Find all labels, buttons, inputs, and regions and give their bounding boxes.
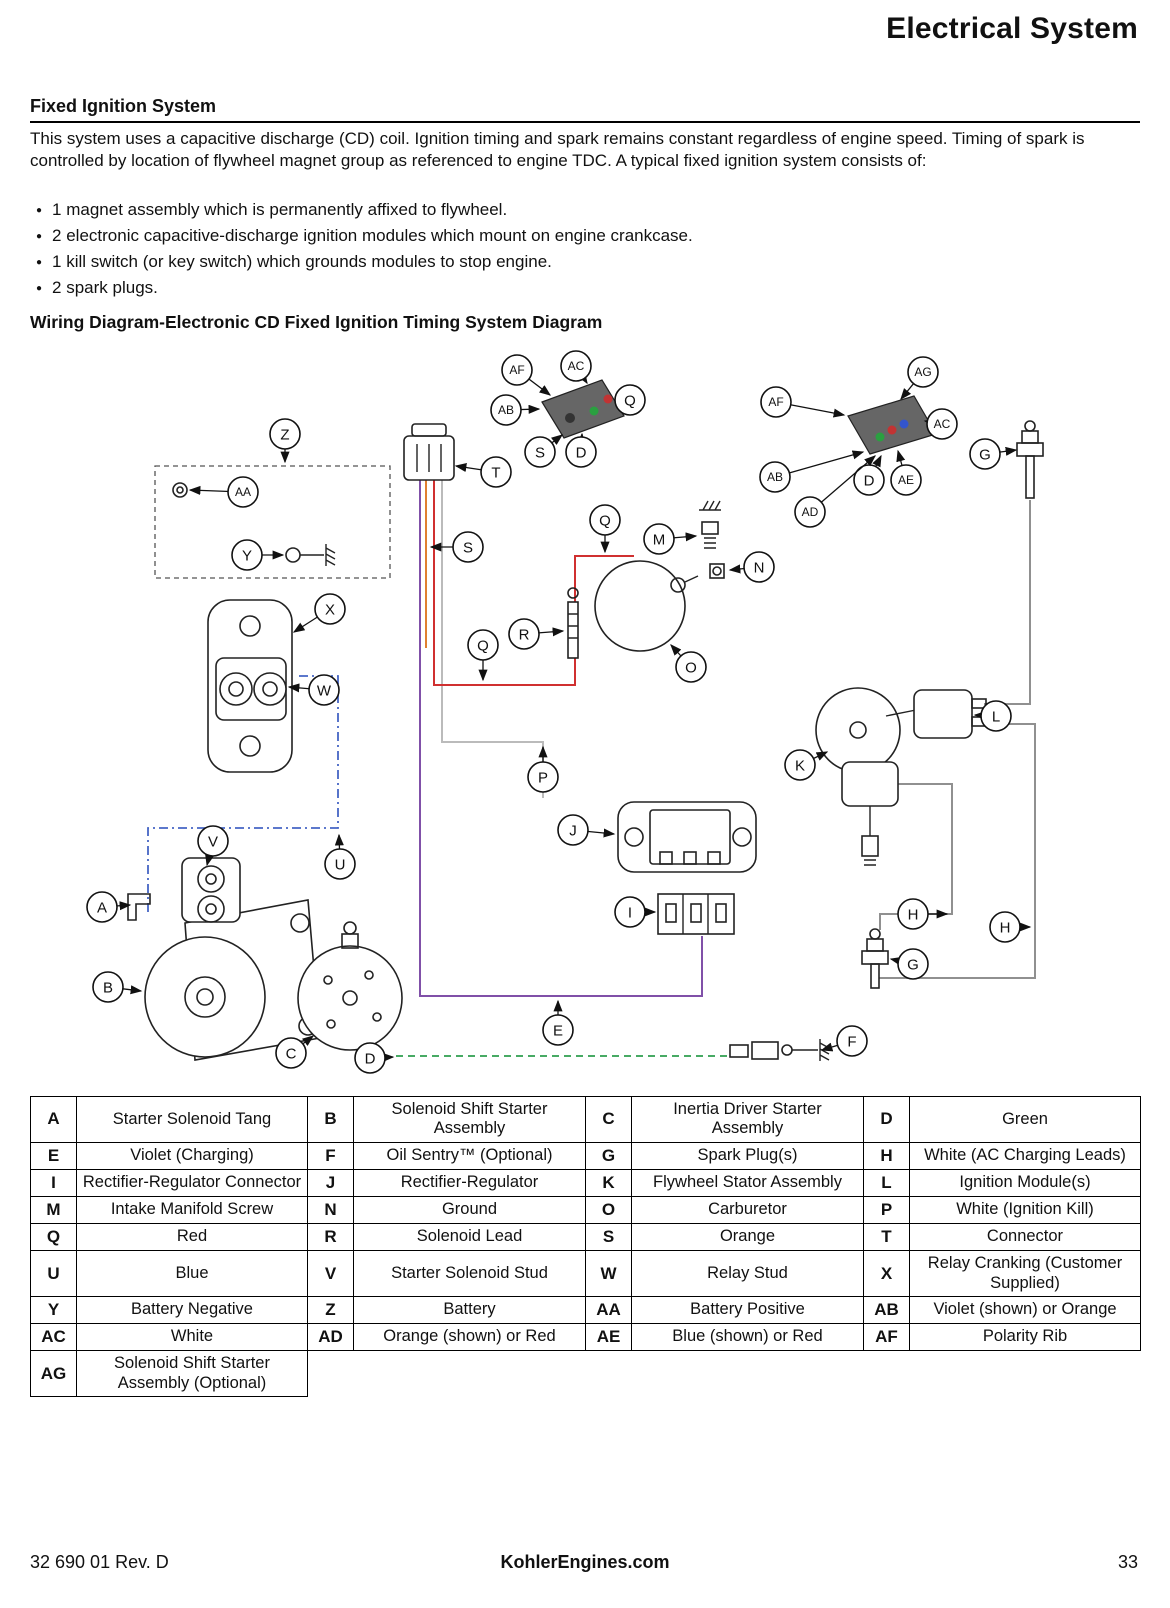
svg-text:AF: AF [509, 363, 525, 378]
legend-value: White (AC Charging Leads) [910, 1142, 1141, 1169]
legend-value: Solenoid Lead [354, 1224, 586, 1251]
legend-key: T [864, 1224, 910, 1251]
flywheel-stator [816, 688, 986, 865]
legend-key: AD [308, 1324, 354, 1351]
callout-R [509, 619, 563, 649]
callout-AF [502, 355, 550, 395]
svg-text:T: T [491, 464, 501, 482]
svg-text:Q: Q [599, 512, 611, 530]
legend-key: AB [864, 1297, 910, 1324]
callout-J [558, 815, 614, 845]
legend-row [31, 1351, 1141, 1397]
legend-row [31, 1197, 1141, 1224]
callout-D [566, 434, 596, 467]
svg-text:H: H [999, 919, 1011, 937]
legend-value: Relay Stud [632, 1251, 864, 1297]
legend-key: J [308, 1169, 354, 1196]
callout-T [456, 457, 511, 487]
svg-text:L: L [991, 708, 1001, 726]
callout-AB [491, 395, 539, 425]
bullet-text: 2 spark plugs. [52, 278, 158, 297]
legend-value: Green [910, 1097, 1141, 1143]
legend-key: I [31, 1169, 77, 1196]
svg-text:Y: Y [241, 547, 253, 565]
legend-value: White [77, 1324, 308, 1351]
legend-value: Orange (shown) or Red [354, 1324, 586, 1351]
legend-value: Oil Sentry™ (Optional) [354, 1142, 586, 1169]
legend-value: Flywheel Stator Assembly [632, 1169, 864, 1196]
callout-Z [270, 419, 300, 462]
bullet-icon: ● [36, 257, 43, 268]
bullet-item [30, 224, 1140, 250]
callout-AF [761, 387, 844, 417]
legend-value: Ground [354, 1197, 586, 1224]
legend-key: M [31, 1197, 77, 1224]
svg-text:D: D [863, 472, 875, 490]
svg-text:AB: AB [497, 403, 515, 418]
legend-key: Q [31, 1224, 77, 1251]
callout-Q [468, 630, 498, 680]
svg-text:X: X [324, 601, 336, 619]
page-title: Electrical System [886, 12, 1138, 45]
callout-G [970, 439, 1016, 469]
callout-U [325, 835, 355, 879]
svg-text:B: B [102, 979, 114, 997]
callout-Q [590, 505, 620, 552]
rectifier-regulator [618, 802, 756, 872]
bullet-icon: ● [36, 205, 43, 216]
legend-key: AG [31, 1351, 77, 1397]
legend-empty [308, 1351, 1141, 1397]
legend-key: A [31, 1097, 77, 1143]
legend-value: Carburetor [632, 1197, 864, 1224]
legend-row [31, 1224, 1141, 1251]
svg-text:AG: AG [914, 365, 932, 380]
legend-key: AC [31, 1324, 77, 1351]
legend-key: R [308, 1224, 354, 1251]
callout-Y [232, 540, 283, 570]
svg-text:G: G [907, 956, 919, 974]
legend-value: Battery [354, 1297, 586, 1324]
footer-website: KohlerEngines.com [500, 1552, 670, 1572]
svg-text:D: D [575, 444, 587, 462]
battery-box [155, 466, 390, 578]
callout-N [730, 552, 774, 582]
intro-paragraph: This system uses a capacitive discharge (CD) coil. Ignition timing and spark remains constant regardless of engine speed. Timing of spark is controlled by location of flywheel magnet group as referenced to engine TDC. A typical fixed ignition system consists of: [30, 129, 1085, 170]
svg-text:S: S [534, 444, 546, 462]
legend-key: G [586, 1142, 632, 1169]
footer-revision: 32 690 01 Rev. D [30, 1552, 169, 1572]
callout-F [822, 1026, 867, 1056]
inertia-drive [298, 922, 402, 1050]
legend-key: L [864, 1169, 910, 1196]
ignition-module-left [542, 380, 624, 438]
legend-row [31, 1251, 1141, 1297]
legend-key: E [31, 1142, 77, 1169]
legend-value: Blue (shown) or Red [632, 1324, 864, 1351]
legend-value: Orange [632, 1224, 864, 1251]
legend-value: Rectifier-Regulator Connector [77, 1169, 308, 1196]
legend-value: Red [77, 1224, 308, 1251]
legend-key: O [586, 1197, 632, 1224]
legend-row [31, 1169, 1141, 1196]
svg-text:D: D [364, 1050, 376, 1068]
bullet-text: 1 magnet assembly which is permanently affixed to flywheel. [52, 200, 508, 219]
wiring-diagram-svg [30, 338, 1140, 1094]
svg-text:AC: AC [567, 359, 585, 374]
callout-S [525, 435, 562, 467]
callout-H [898, 899, 947, 929]
svg-text:M: M [652, 531, 666, 549]
bullet-item [30, 250, 1140, 276]
legend-value: Starter Solenoid Tang [77, 1097, 308, 1143]
legend-key: P [864, 1197, 910, 1224]
ac-lead-1 [984, 500, 1030, 704]
svg-text:O: O [685, 659, 697, 677]
svg-text:E: E [552, 1022, 564, 1040]
legend-value: Rectifier-Regulator [354, 1169, 586, 1196]
legend-key: S [586, 1224, 632, 1251]
svg-text:G: G [979, 446, 991, 464]
starter-assembly [128, 858, 320, 1063]
legend-key: H [864, 1142, 910, 1169]
legend-table [30, 1096, 1141, 1397]
legend-value: Relay Cranking (Customer Supplied) [910, 1251, 1141, 1297]
legend-value: Inertia Driver Starter Assembly [632, 1097, 864, 1143]
legend-key: Y [31, 1297, 77, 1324]
callout-O [671, 645, 706, 682]
callout-I [615, 897, 655, 927]
legend-key: X [864, 1251, 910, 1297]
svg-text:N: N [753, 559, 765, 577]
legend-row [31, 1097, 1141, 1143]
svg-text:Z: Z [280, 426, 290, 444]
legend-key: Z [308, 1297, 354, 1324]
svg-text:C: C [285, 1045, 297, 1063]
legend-value: Blue [77, 1251, 308, 1297]
callout-W [289, 675, 339, 705]
legend [30, 1096, 1140, 1397]
ground-icon [699, 501, 721, 510]
legend-value: Ignition Module(s) [910, 1169, 1141, 1196]
legend-value: Violet (shown) or Orange [910, 1297, 1141, 1324]
legend-value: Polarity Rib [910, 1324, 1141, 1351]
spark-plug-icon [862, 929, 888, 988]
diagram-heading: Wiring Diagram-Electronic CD Fixed Ignition Timing System Diagram [30, 312, 603, 332]
svg-text:Q: Q [624, 392, 636, 410]
legend-value: White (Ignition Kill) [910, 1197, 1141, 1224]
legend-value: Solenoid Shift Starter Assembly (Optional) [77, 1351, 308, 1397]
ground-icon [326, 544, 335, 566]
legend-key: AF [864, 1324, 910, 1351]
callout-B [93, 972, 141, 1002]
svg-text:AA: AA [234, 485, 252, 500]
legend-key: B [308, 1097, 354, 1143]
svg-text:J: J [569, 822, 577, 840]
svg-text:U: U [334, 856, 346, 874]
legend-row [31, 1297, 1141, 1324]
callout-AB [760, 452, 863, 492]
legend-value: Battery Positive [632, 1297, 864, 1324]
callout-C [276, 1036, 313, 1068]
svg-text:AC: AC [933, 417, 951, 432]
starter-relay [208, 600, 292, 772]
callout-AE [891, 451, 921, 495]
legend-key: U [31, 1251, 77, 1297]
legend-key: W [586, 1251, 632, 1297]
legend-value: Starter Solenoid Stud [354, 1251, 586, 1297]
callout-Q [615, 385, 645, 415]
legend-key: N [308, 1197, 354, 1224]
wiring-diagram [30, 338, 1140, 1094]
legend-key: AA [586, 1297, 632, 1324]
legend-value: Connector [910, 1224, 1141, 1251]
callout-AG [901, 357, 938, 399]
legend-value: Intake Manifold Screw [77, 1197, 308, 1224]
bullet-list [30, 198, 1140, 302]
callout-H [990, 912, 1030, 942]
svg-text:AD: AD [801, 505, 819, 520]
bullet-text: 2 electronic capacitive-discharge ignition modules which mount on engine crankcase. [52, 226, 693, 245]
bullet-icon: ● [36, 231, 43, 242]
heading-rule [30, 121, 1140, 123]
bullet-item [30, 276, 1140, 302]
callout-E [543, 1001, 573, 1045]
legend-row [31, 1142, 1141, 1169]
legend-value: Battery Negative [77, 1297, 308, 1324]
callout-G [891, 949, 928, 979]
section-heading: Fixed Ignition System [30, 96, 217, 116]
svg-text:H: H [907, 906, 919, 924]
callout-D [355, 1043, 393, 1073]
svg-text:AE: AE [897, 473, 915, 488]
svg-text:P: P [537, 769, 549, 787]
ignition-module-right [848, 396, 936, 454]
svg-text:S: S [462, 539, 474, 557]
svg-text:K: K [794, 757, 806, 775]
callout-AC [561, 351, 591, 383]
regulator-connector [658, 894, 734, 934]
svg-text:F: F [847, 1033, 857, 1051]
callout-P [528, 747, 558, 792]
solenoid-lead [568, 588, 578, 658]
svg-text:AF: AF [768, 395, 784, 410]
spark-plug-icon [1017, 421, 1043, 498]
svg-text:AB: AB [766, 470, 784, 485]
svg-text:W: W [316, 682, 332, 700]
callout-K [785, 750, 827, 780]
callout-AA [190, 477, 258, 507]
svg-text:Q: Q [477, 637, 489, 655]
legend-value: Spark Plug(s) [632, 1142, 864, 1169]
connector-block [404, 424, 454, 480]
callout-A [87, 892, 130, 922]
svg-text:I: I [627, 904, 633, 922]
svg-text:V: V [207, 833, 219, 851]
svg-text:A: A [96, 899, 108, 917]
legend-key: AE [586, 1324, 632, 1351]
bullet-text: 1 kill switch (or key switch) which grounds modules to stop engine. [52, 252, 552, 271]
oil-sentry-connector [730, 1039, 829, 1061]
legend-row [31, 1324, 1141, 1351]
legend-value: Solenoid Shift Starter Assembly [354, 1097, 586, 1143]
ground-icon [820, 1039, 829, 1061]
legend-key: V [308, 1251, 354, 1297]
callout-X [294, 594, 345, 632]
footer-page-number: 33 [1117, 1552, 1138, 1572]
legend-value: Violet (Charging) [77, 1142, 308, 1169]
bullet-item [30, 198, 1140, 224]
callout-M [644, 524, 696, 554]
legend-key: F [308, 1142, 354, 1169]
legend-key: K [586, 1169, 632, 1196]
legend-key: D [864, 1097, 910, 1143]
legend-table-body [31, 1097, 1141, 1397]
svg-text:R: R [518, 626, 530, 644]
legend-key: C [586, 1097, 632, 1143]
callout-S [431, 532, 483, 562]
bullet-icon: ● [36, 283, 43, 294]
